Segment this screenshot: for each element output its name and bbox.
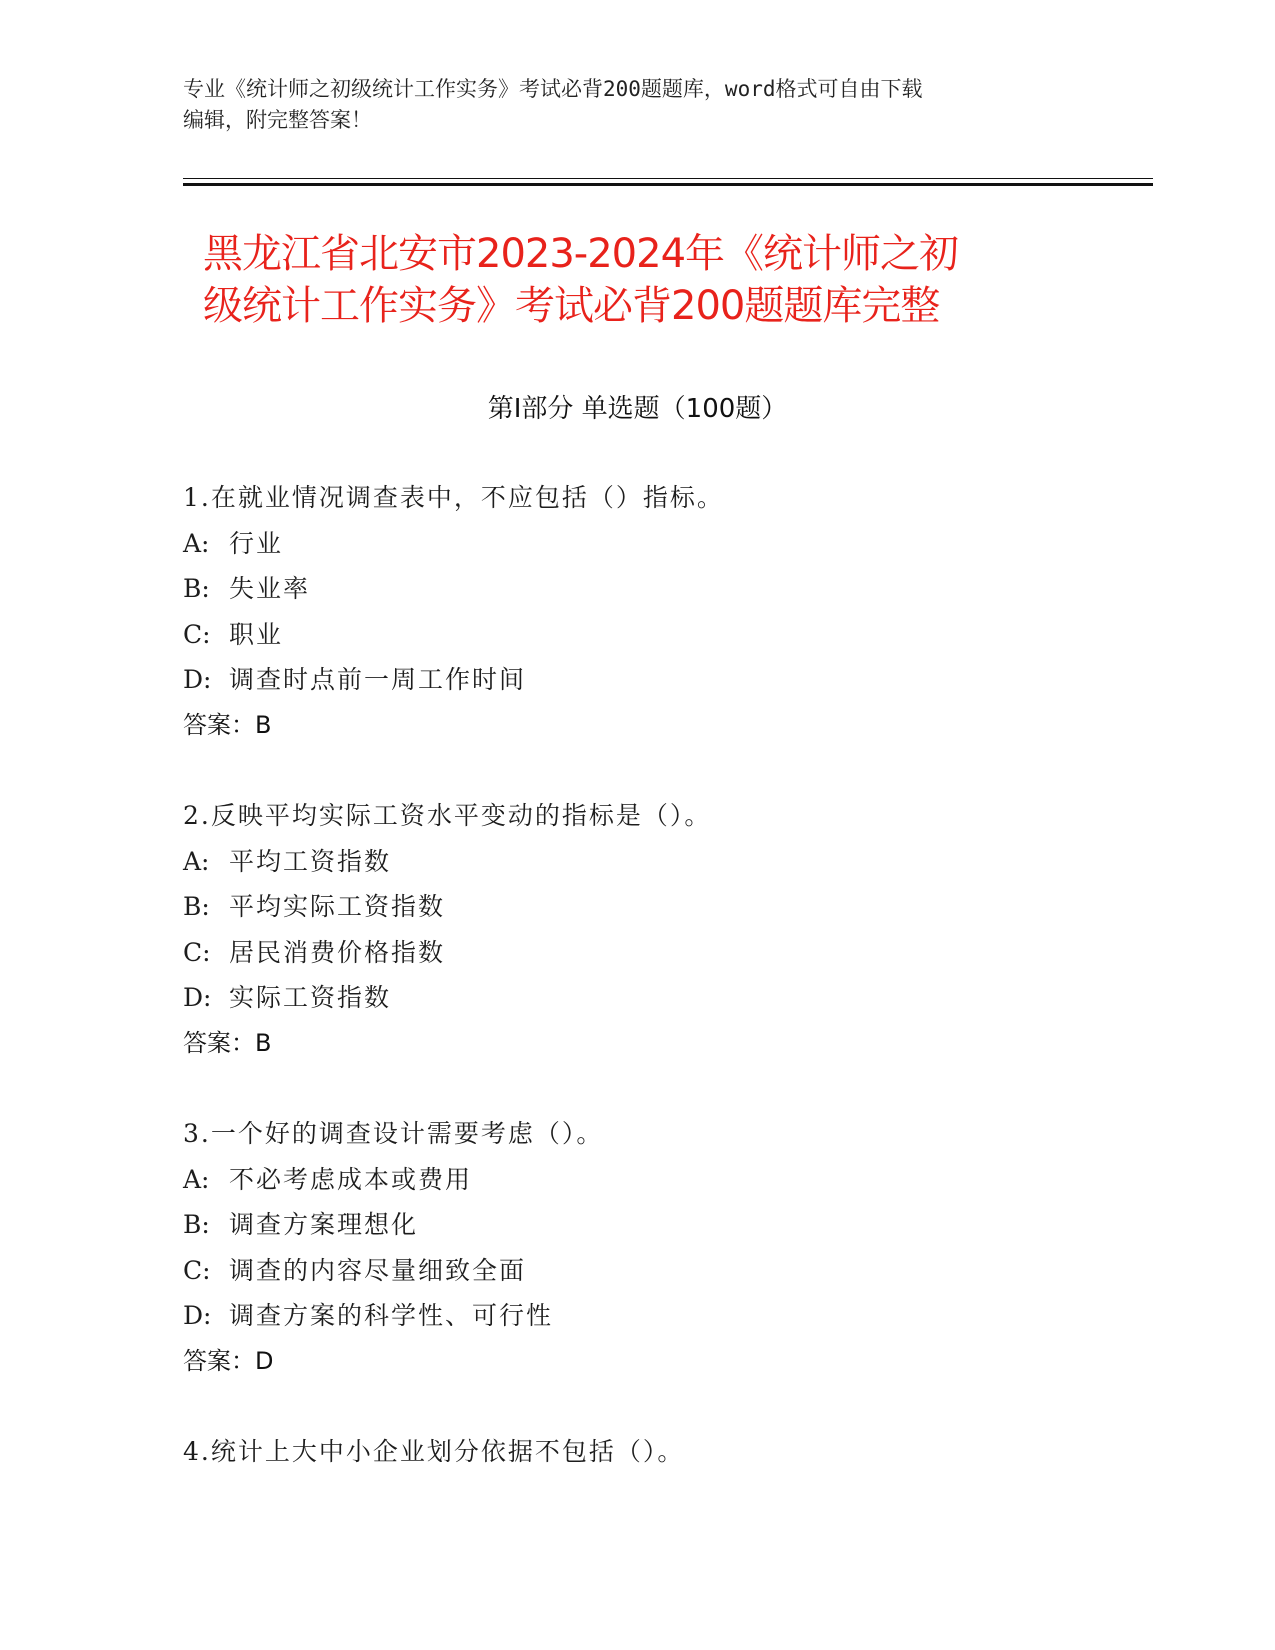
option-letter: D:	[183, 1301, 212, 1330]
option-c	[183, 1248, 1133, 1294]
question-2	[183, 793, 1133, 1066]
option-text: 调查方案的科学性、可行性	[229, 1301, 554, 1330]
answer: 答案：B	[183, 1028, 272, 1057]
option-letter: B:	[183, 574, 210, 603]
option-letter: A:	[183, 846, 210, 876]
question-stem: 1.在就业情况调查表中，不应包括（）指标。	[183, 483, 724, 512]
question-3	[183, 1111, 1133, 1384]
option-b	[183, 884, 1133, 930]
option-text: 居民消费价格指数	[229, 937, 446, 967]
option-letter: B:	[183, 1210, 210, 1239]
option-d	[183, 657, 1133, 703]
option-letter: C:	[183, 619, 211, 649]
option-letter: C:	[183, 1255, 211, 1285]
option-text: 调查的内容尽量细致全面	[229, 1255, 527, 1285]
option-b	[183, 1202, 1133, 1248]
option-text: 平均实际工资指数	[229, 892, 446, 921]
document-title	[203, 228, 1103, 332]
header-note-line-2: 编辑，附完整答案！	[183, 108, 372, 132]
option-c	[183, 930, 1133, 976]
question-list	[183, 475, 1133, 1520]
option-b	[183, 566, 1133, 612]
option-text: 行业	[229, 528, 284, 558]
document-title-line-1: 黑龙江省北安市2023-2024年《统计师之初	[203, 231, 959, 277]
option-text: 调查时点前一周工作时间	[229, 665, 527, 694]
option-d	[183, 975, 1133, 1021]
option-d	[183, 1293, 1133, 1339]
option-letter: C:	[183, 937, 211, 967]
option-letter: A:	[183, 1164, 210, 1194]
option-text: 平均工资指数	[229, 846, 392, 876]
option-text: 不必考虑成本或费用	[229, 1164, 473, 1194]
option-letter: D:	[183, 983, 212, 1012]
header-note	[183, 74, 1083, 136]
answer: 答案：B	[183, 710, 272, 739]
question-1	[183, 475, 1133, 748]
question-stem: 4.统计上大中小企业划分依据不包括（）。	[183, 1437, 685, 1466]
option-text: 调查方案理想化	[229, 1210, 419, 1239]
option-letter: B:	[183, 892, 210, 921]
question-4	[183, 1429, 1133, 1475]
option-letter: D:	[183, 665, 212, 694]
section-title: 第Ⅰ部分 单选题（100题）	[487, 394, 788, 424]
question-stem: 2.反映平均实际工资水平变动的指标是（）。	[183, 801, 712, 830]
header-divider-thin	[183, 178, 1153, 179]
header-divider-thick	[183, 183, 1153, 186]
option-text: 实际工资指数	[229, 983, 392, 1012]
option-c	[183, 612, 1133, 658]
question-stem: 3.一个好的调查设计需要考虑（）。	[183, 1119, 604, 1148]
header-note-line-1: 专业《统计师之初级统计工作实务》考试必背200题题库，word格式可自由下载	[183, 77, 923, 101]
answer: 答案：D	[183, 1346, 274, 1375]
option-text: 职业	[229, 619, 284, 649]
document-title-line-2: 级统计工作实务》考试必背200题题库完整	[203, 283, 940, 329]
option-letter: A:	[183, 528, 210, 558]
option-a	[183, 839, 1133, 885]
option-a	[183, 521, 1133, 567]
option-text: 失业率	[229, 574, 311, 603]
option-a	[183, 1157, 1133, 1203]
